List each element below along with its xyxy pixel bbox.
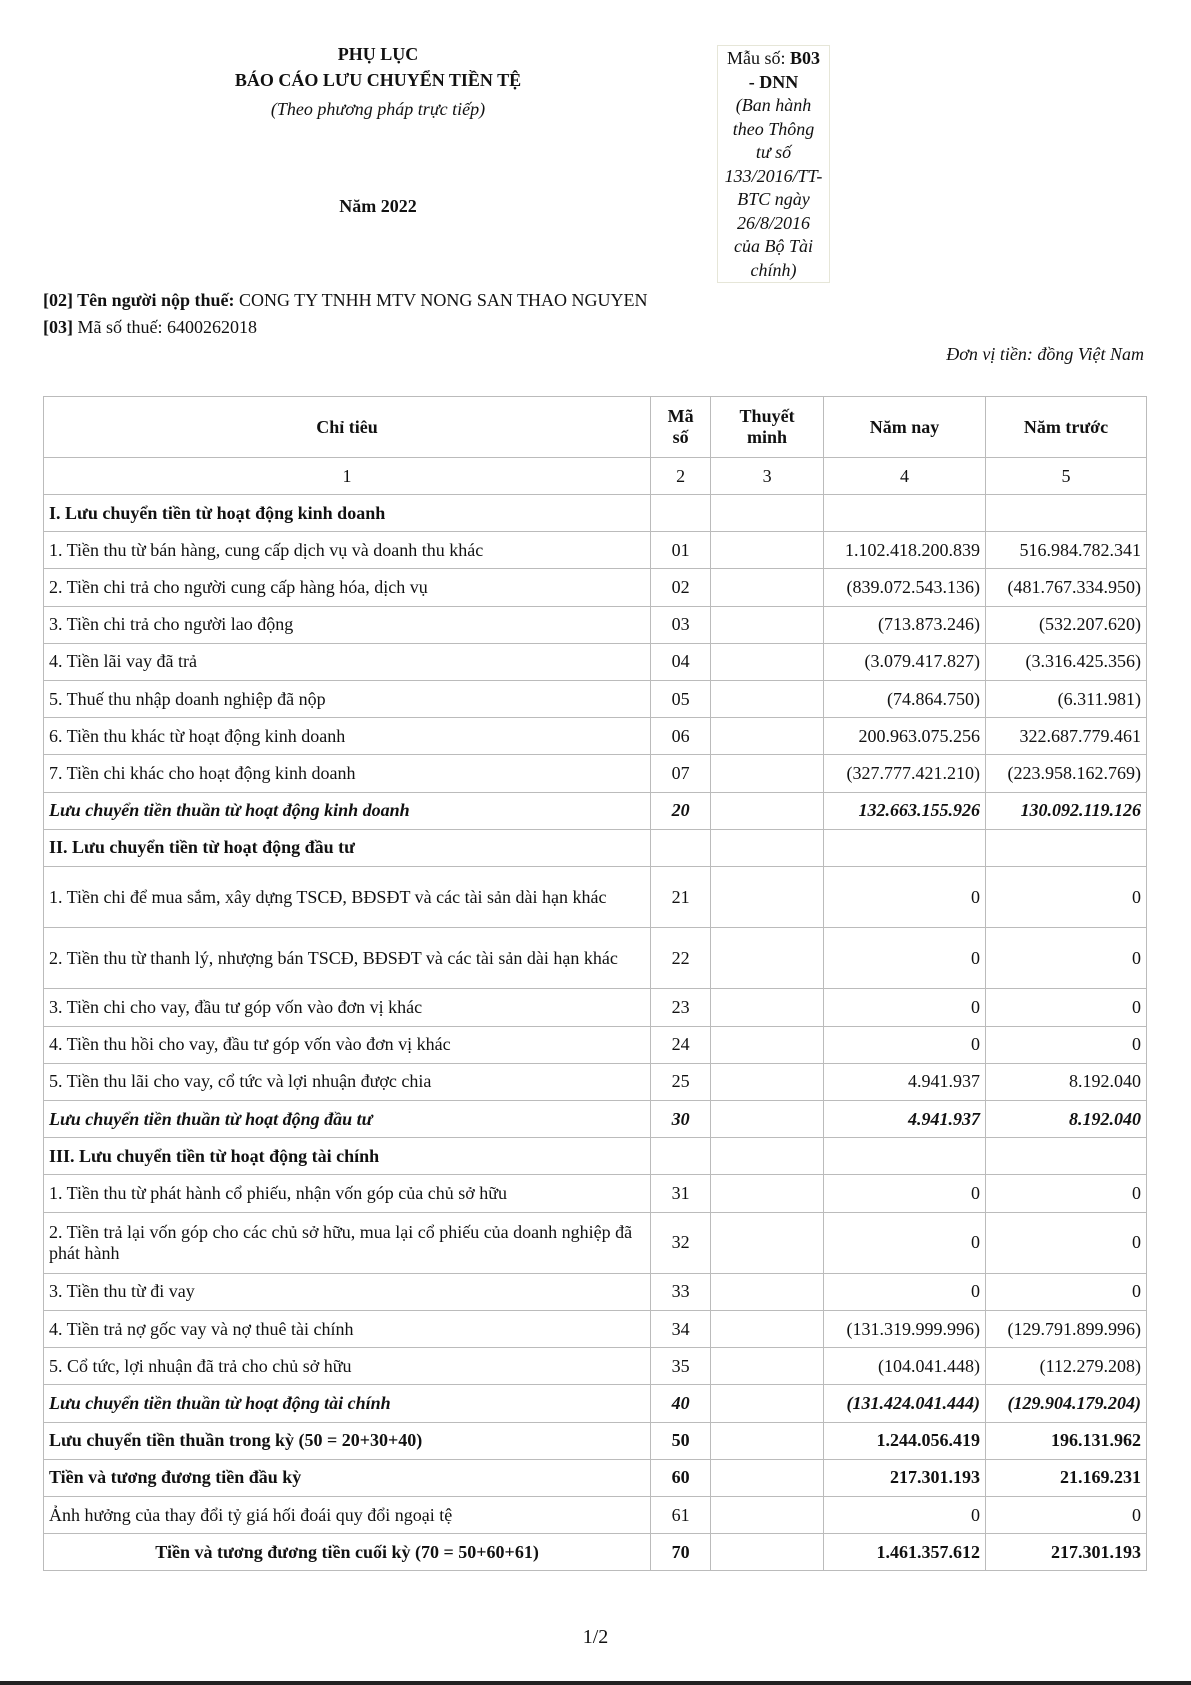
row-code: 35 bbox=[651, 1348, 711, 1385]
report-title: BÁO CÁO LƯU CHUYỂN TIỀN TỆ bbox=[234, 70, 522, 90]
row-note bbox=[711, 829, 824, 866]
row-label: 3. Tiền chi trả cho người lao động bbox=[44, 606, 651, 643]
row-previous-year: (129.791.899.996) bbox=[986, 1311, 1147, 1348]
row-previous-year: 0 bbox=[986, 928, 1147, 989]
row-code: 20 bbox=[651, 792, 711, 829]
row-code: 05 bbox=[651, 680, 711, 717]
row-current-year: 0 bbox=[824, 866, 986, 927]
row-current-year: 4.941.937 bbox=[824, 1063, 986, 1100]
row-current-year: (839.072.543.136) bbox=[824, 569, 986, 606]
row-note bbox=[711, 1138, 824, 1175]
table-row bbox=[44, 680, 1147, 717]
row-previous-year: (129.904.179.204) bbox=[986, 1385, 1147, 1422]
row-note bbox=[711, 569, 824, 606]
row-code: 07 bbox=[651, 755, 711, 792]
currency-unit: Đơn vị tiền: đồng Việt Nam bbox=[946, 344, 1144, 364]
row-note bbox=[711, 792, 824, 829]
form-info-box bbox=[717, 45, 830, 283]
row-current-year bbox=[824, 829, 986, 866]
row-note bbox=[711, 718, 824, 755]
row-code: 60 bbox=[651, 1459, 711, 1496]
table-row bbox=[44, 792, 1147, 829]
row-current-year: (131.424.041.444) bbox=[824, 1385, 986, 1422]
row-label: 5. Cổ tức, lợi nhuận đã trả cho chủ sở hữu bbox=[44, 1348, 651, 1385]
form-issuance-note bbox=[718, 94, 829, 282]
row-current-year: 0 bbox=[824, 1026, 986, 1063]
row-code: 24 bbox=[651, 1026, 711, 1063]
row-note bbox=[711, 495, 824, 532]
table-row bbox=[44, 643, 1147, 680]
row-current-year: 0 bbox=[824, 989, 986, 1026]
row-previous-year: 0 bbox=[986, 1212, 1147, 1273]
row-note bbox=[711, 1101, 824, 1138]
table-row bbox=[44, 1348, 1147, 1385]
row-current-year: 0 bbox=[824, 928, 986, 989]
row-previous-year: 21.169.231 bbox=[986, 1459, 1147, 1496]
form-note-line: của Bộ Tài bbox=[734, 236, 813, 256]
form-note-line: 26/8/2016 bbox=[736, 212, 810, 233]
row-label: 5. Tiền thu lãi cho vay, cổ tức và lợi nhuận được chia bbox=[44, 1063, 651, 1100]
form-note-line: theo Thông bbox=[732, 118, 815, 139]
row-code: 50 bbox=[651, 1422, 711, 1459]
table-row bbox=[44, 1534, 1147, 1571]
page-bottom-border bbox=[0, 1681, 1191, 1685]
row-previous-year: 516.984.782.341 bbox=[986, 532, 1147, 569]
row-current-year: (327.777.421.210) bbox=[824, 755, 986, 792]
row-current-year: (713.873.246) bbox=[824, 606, 986, 643]
row-note bbox=[711, 1497, 824, 1534]
row-label: Lưu chuyển tiền thuần từ hoạt động kinh doanh bbox=[44, 792, 651, 829]
row-note bbox=[711, 1534, 824, 1571]
row-label: 2. Tiền trả lại vốn góp cho các chủ sở hữu, mua lại cổ phiếu của doanh nghiệp đã phát hành bbox=[44, 1212, 651, 1273]
row-current-year: 132.663.155.926 bbox=[824, 792, 986, 829]
row-label: 7. Tiền chi khác cho hoạt động kinh doanh bbox=[44, 755, 651, 792]
row-label: Tiền và tương đương tiền cuối kỳ (70 = 50+60+61) bbox=[44, 1534, 651, 1571]
col-header-code: Mã số bbox=[651, 397, 711, 458]
row-label: 4. Tiền trả nợ gốc vay và nợ thuê tài chính bbox=[44, 1311, 651, 1348]
tax-code-label: Mã số thuế: bbox=[73, 317, 167, 337]
form-note-line: 133/2016/TT- bbox=[724, 165, 823, 186]
table-row bbox=[44, 1422, 1147, 1459]
row-code bbox=[651, 495, 711, 532]
taxpayer-name-label: Tên người nộp thuế: bbox=[73, 290, 235, 310]
row-code: 03 bbox=[651, 606, 711, 643]
row-current-year: 0 bbox=[824, 1273, 986, 1310]
row-note bbox=[711, 866, 824, 927]
row-previous-year: 0 bbox=[986, 866, 1147, 927]
taxpayer-name-line bbox=[43, 290, 648, 311]
taxpayer-name-value: CONG TY TNHH MTV NONG SAN THAO NGUYEN bbox=[234, 290, 648, 310]
tax-code-line bbox=[43, 317, 257, 338]
table-row bbox=[44, 1311, 1147, 1348]
table-row bbox=[44, 718, 1147, 755]
table-row bbox=[44, 1138, 1147, 1175]
col-index: 5 bbox=[986, 458, 1147, 495]
row-code: 40 bbox=[651, 1385, 711, 1422]
row-previous-year: (481.767.334.950) bbox=[986, 569, 1147, 606]
col-index: 2 bbox=[651, 458, 711, 495]
row-current-year: (3.079.417.827) bbox=[824, 643, 986, 680]
row-previous-year: 0 bbox=[986, 1497, 1147, 1534]
row-label: 1. Tiền thu từ bán hàng, cung cấp dịch vụ và doanh thu khác bbox=[44, 532, 651, 569]
row-previous-year: (223.958.162.769) bbox=[986, 755, 1147, 792]
row-note bbox=[711, 989, 824, 1026]
row-label: Tiền và tương đương tiền đầu kỳ bbox=[44, 1459, 651, 1496]
row-label: 4. Tiền thu hồi cho vay, đầu tư góp vốn vào đơn vị khác bbox=[44, 1026, 651, 1063]
row-current-year bbox=[824, 495, 986, 532]
row-note bbox=[711, 1459, 824, 1496]
row-label: I. Lưu chuyển tiền từ hoạt động kinh doanh bbox=[44, 495, 651, 532]
row-code: 22 bbox=[651, 928, 711, 989]
table-row bbox=[44, 1063, 1147, 1100]
row-label: 4. Tiền lãi vay đã trả bbox=[44, 643, 651, 680]
cash-flow-table bbox=[43, 396, 1147, 1571]
tax-code-value: 6400262018 bbox=[167, 317, 257, 337]
row-code: 01 bbox=[651, 532, 711, 569]
report-subtitle: (Theo phương pháp trực tiếp) bbox=[270, 99, 486, 119]
row-code: 30 bbox=[651, 1101, 711, 1138]
row-label: 2. Tiền chi trả cho người cung cấp hàng hóa, dịch vụ bbox=[44, 569, 651, 606]
row-code: 25 bbox=[651, 1063, 711, 1100]
row-label: 3. Tiền thu từ đi vay bbox=[44, 1273, 651, 1310]
row-note bbox=[711, 1348, 824, 1385]
table-row bbox=[44, 569, 1147, 606]
row-previous-year: 0 bbox=[986, 1175, 1147, 1212]
row-previous-year: 322.687.779.461 bbox=[986, 718, 1147, 755]
row-current-year: 200.963.075.256 bbox=[824, 718, 986, 755]
row-previous-year: 130.092.119.126 bbox=[986, 792, 1147, 829]
row-current-year: 1.461.357.612 bbox=[824, 1534, 986, 1571]
row-current-year: 0 bbox=[824, 1175, 986, 1212]
table-row bbox=[44, 606, 1147, 643]
row-previous-year: 217.301.193 bbox=[986, 1534, 1147, 1571]
row-note bbox=[711, 680, 824, 717]
row-label: 1. Tiền chi để mua sắm, xây dựng TSCĐ, BĐSĐT và các tài sản dài hạn khác bbox=[44, 866, 651, 927]
row-current-year: 4.941.937 bbox=[824, 1101, 986, 1138]
row-code: 04 bbox=[651, 643, 711, 680]
row-code: 21 bbox=[651, 866, 711, 927]
row-label: 1. Tiền thu từ phát hành cổ phiếu, nhận vốn góp của chủ sở hữu bbox=[44, 1175, 651, 1212]
table-row bbox=[44, 532, 1147, 569]
row-note bbox=[711, 1422, 824, 1459]
row-code: 32 bbox=[651, 1212, 711, 1273]
row-previous-year: (3.316.425.356) bbox=[986, 643, 1147, 680]
col-index: 4 bbox=[824, 458, 986, 495]
table-row bbox=[44, 1497, 1147, 1534]
row-label: Lưu chuyển tiền thuần trong kỳ (50 = 20+30+40) bbox=[44, 1422, 651, 1459]
form-note-line: chính) bbox=[750, 259, 797, 280]
row-code: 70 bbox=[651, 1534, 711, 1571]
form-note-line: (Ban hành bbox=[735, 95, 812, 115]
row-code bbox=[651, 1138, 711, 1175]
table-row bbox=[44, 1385, 1147, 1422]
col-header-indicator: Chỉ tiêu bbox=[44, 397, 651, 458]
row-label: 3. Tiền chi cho vay, đầu tư góp vốn vào đơn vị khác bbox=[44, 989, 651, 1026]
row-note bbox=[711, 1026, 824, 1063]
row-note bbox=[711, 606, 824, 643]
row-current-year: (131.319.999.996) bbox=[824, 1311, 986, 1348]
row-current-year: 0 bbox=[824, 1497, 986, 1534]
row-label: Lưu chuyển tiền thuần từ hoạt động tài chính bbox=[44, 1385, 651, 1422]
col-header-current-year: Năm nay bbox=[824, 397, 986, 458]
row-label: Ảnh hưởng của thay đổi tỷ giá hối đoái quy đổi ngoại tệ bbox=[44, 1497, 651, 1534]
row-previous-year: 196.131.962 bbox=[986, 1422, 1147, 1459]
row-previous-year: (532.207.620) bbox=[986, 606, 1147, 643]
row-previous-year: (112.279.208) bbox=[986, 1348, 1147, 1385]
row-previous-year: 8.192.040 bbox=[986, 1101, 1147, 1138]
table-row bbox=[44, 866, 1147, 927]
row-previous-year: (6.311.981) bbox=[986, 680, 1147, 717]
row-label: 2. Tiền thu từ thanh lý, nhượng bán TSCĐ, BĐSĐT và các tài sản dài hạn khác bbox=[44, 928, 651, 989]
row-previous-year: 0 bbox=[986, 1026, 1147, 1063]
row-label: II. Lưu chuyển tiền từ hoạt động đầu tư bbox=[44, 829, 651, 866]
appendix-label: PHỤ LỤC bbox=[337, 44, 419, 64]
table-row bbox=[44, 989, 1147, 1026]
row-code: 06 bbox=[651, 718, 711, 755]
table-row bbox=[44, 928, 1147, 989]
table-row bbox=[44, 1212, 1147, 1273]
row-previous-year: 0 bbox=[986, 1273, 1147, 1310]
row-note bbox=[711, 1273, 824, 1310]
table-row bbox=[44, 1026, 1147, 1063]
table-row bbox=[44, 755, 1147, 792]
col-index: 3 bbox=[711, 458, 824, 495]
row-note bbox=[711, 928, 824, 989]
table-header-row bbox=[44, 397, 1147, 458]
row-current-year: (104.041.448) bbox=[824, 1348, 986, 1385]
row-previous-year: 8.192.040 bbox=[986, 1063, 1147, 1100]
row-note bbox=[711, 643, 824, 680]
row-code: 02 bbox=[651, 569, 711, 606]
table-row bbox=[44, 829, 1147, 866]
row-previous-year bbox=[986, 495, 1147, 532]
table-row bbox=[44, 495, 1147, 532]
form-note-line: BTC ngày bbox=[737, 189, 810, 209]
row-current-year: 1.102.418.200.839 bbox=[824, 532, 986, 569]
field-code: [03] bbox=[43, 317, 73, 337]
column-index-row bbox=[44, 458, 1147, 495]
table-row bbox=[44, 1459, 1147, 1496]
form-code: B03 bbox=[789, 48, 820, 68]
row-note bbox=[711, 1175, 824, 1212]
col-header-note: Thuyết minh bbox=[711, 397, 824, 458]
report-year: Năm 2022 bbox=[339, 196, 417, 216]
form-code-suffix: - DNN bbox=[748, 71, 799, 92]
row-current-year bbox=[824, 1138, 986, 1175]
row-note bbox=[711, 532, 824, 569]
row-code: 33 bbox=[651, 1273, 711, 1310]
row-note bbox=[711, 1385, 824, 1422]
col-header-previous-year: Năm trước bbox=[986, 397, 1147, 458]
row-note bbox=[711, 1212, 824, 1273]
col-index: 1 bbox=[44, 458, 651, 495]
page-number: 1/2 bbox=[582, 1626, 609, 1648]
row-code: 23 bbox=[651, 989, 711, 1026]
form-label: Mẫu số: bbox=[726, 48, 790, 68]
row-current-year: (74.864.750) bbox=[824, 680, 986, 717]
row-previous-year bbox=[986, 829, 1147, 866]
field-code: [02] bbox=[43, 290, 73, 310]
row-previous-year bbox=[986, 1138, 1147, 1175]
row-note bbox=[711, 1063, 824, 1100]
table-row bbox=[44, 1175, 1147, 1212]
form-note-line: tư số bbox=[755, 142, 792, 162]
row-code: 34 bbox=[651, 1311, 711, 1348]
row-label: III. Lưu chuyển tiền từ hoạt động tài chính bbox=[44, 1138, 651, 1175]
row-code: 31 bbox=[651, 1175, 711, 1212]
row-current-year: 1.244.056.419 bbox=[824, 1422, 986, 1459]
table-row bbox=[44, 1101, 1147, 1138]
row-current-year: 0 bbox=[824, 1212, 986, 1273]
row-previous-year: 0 bbox=[986, 989, 1147, 1026]
row-current-year: 217.301.193 bbox=[824, 1459, 986, 1496]
row-note bbox=[711, 755, 824, 792]
row-label: 6. Tiền thu khác từ hoạt động kinh doanh bbox=[44, 718, 651, 755]
row-code bbox=[651, 829, 711, 866]
row-note bbox=[711, 1311, 824, 1348]
row-code: 61 bbox=[651, 1497, 711, 1534]
row-label: 5. Thuế thu nhập doanh nghiệp đã nộp bbox=[44, 680, 651, 717]
table-row bbox=[44, 1273, 1147, 1310]
row-label: Lưu chuyển tiền thuần từ hoạt động đầu tư bbox=[44, 1101, 651, 1138]
